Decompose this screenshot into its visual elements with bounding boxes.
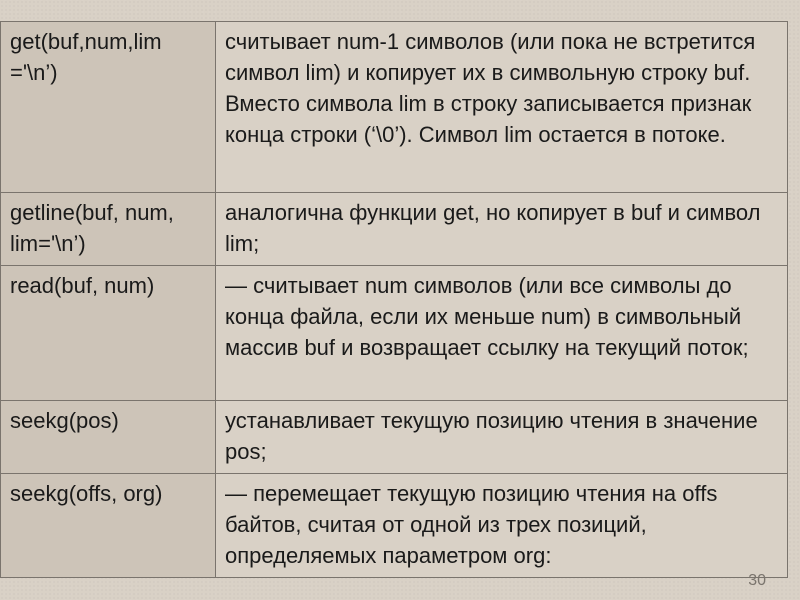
method-cell: seekg(pos): [1, 401, 216, 474]
method-cell: getline(buf, num, lim='\n’): [1, 193, 216, 266]
description-cell: — перемещает текущую позицию чтения на offs байтов, считая от одной из трех позиций, определяемых параметром org:: [216, 474, 788, 578]
methods-table: [0, 21, 788, 578]
table-row: [1, 22, 788, 193]
table-row: [1, 266, 788, 401]
description-cell: устанавливает текущую позицию чтения в значение pos;: [216, 401, 788, 474]
description-cell: — считывает num символов (или все символы до конца файла, если их меньше num) в символьный массив buf и возвращает ссылку на текущий поток;: [216, 266, 788, 401]
table-row: [1, 474, 788, 578]
method-cell: seekg(offs, org): [1, 474, 216, 578]
method-cell: get(buf,num,lim ='\n’): [1, 22, 216, 193]
description-cell: считывает num-1 символов (или пока не встретится символ lim) и копирует их в символьную строку buf. Вместо символа lim в строку записывается признак конца строки (‘\0’). Символ lim остается в потоке.: [216, 22, 788, 193]
table-row: [1, 401, 788, 474]
description-cell: аналогична функции get, но копирует в buf и символ lim;: [216, 193, 788, 266]
page-number: 30: [748, 572, 766, 589]
method-cell: read(buf, num): [1, 266, 216, 401]
table-row: [1, 193, 788, 266]
